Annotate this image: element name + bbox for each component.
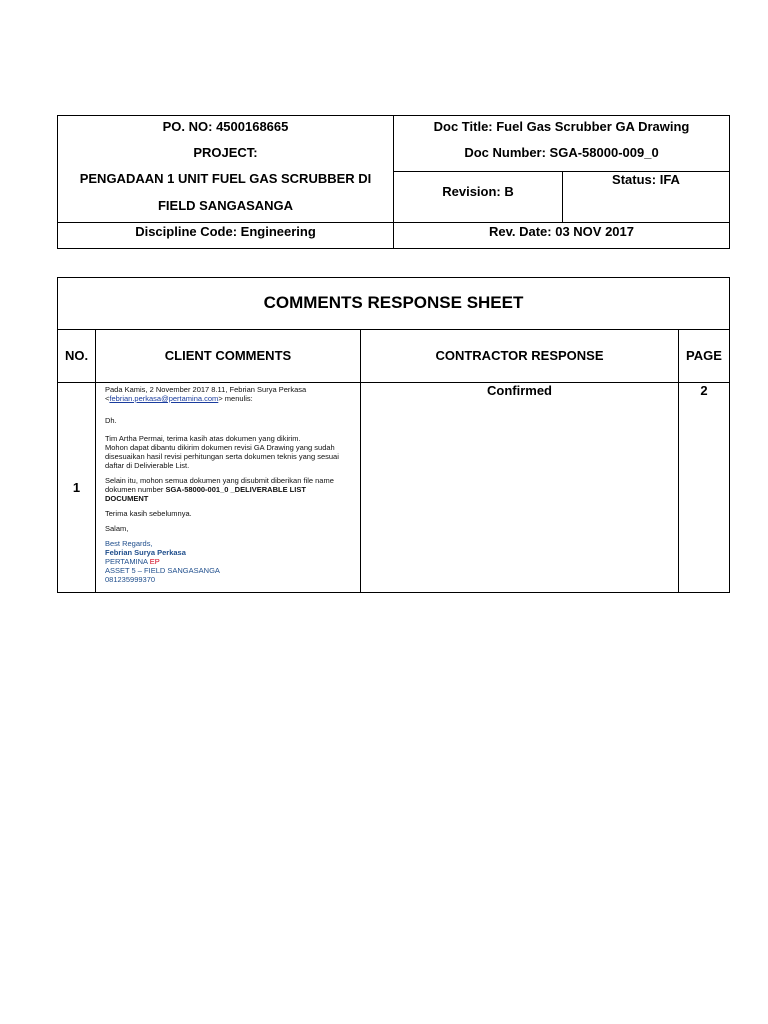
col-divider-1 [95, 329, 96, 592]
signature-company: PERTAMINA EP [105, 557, 160, 566]
contractor-response: Confirmed [487, 383, 552, 398]
column-header-no: NO. [64, 348, 89, 363]
comments-response-table [57, 277, 730, 593]
column-header-contractor-response: CONTRACTOR RESPONSE [435, 348, 604, 363]
revision: Revision: B [442, 184, 514, 199]
project-name-line2: FIELD SANGASANGA [157, 198, 294, 213]
column-header-client-comments: CLIENT COMMENTS [164, 348, 292, 363]
email-closing: Salam, [105, 524, 129, 533]
signature-name: Febrian Surya Perkasa [105, 548, 186, 557]
signature-phone: 081235999370 [105, 575, 156, 584]
signature-asset: ASSET 5 – FIELD SANGASANGA [105, 566, 220, 575]
status: Status: IFA [612, 172, 680, 187]
sender-email-link[interactable]: febrian.perkasa@pertamina.com [109, 394, 219, 403]
column-header-page: PAGE [686, 348, 722, 363]
rev-date: Rev. Date: 03 NOV 2017 [489, 224, 634, 239]
email-para2-line1: Selain itu, mohon semua dokumen yang disubmit diberikan file name [105, 476, 334, 485]
col-divider-3 [678, 329, 679, 592]
sheet-title: COMMENTS RESPONSE SHEET [263, 293, 524, 312]
email-para2-line2: dokumen number SGA-58000-001_0 _DELIVERABLE LIST [105, 485, 306, 494]
email-thanks: Terima kasih sebelumnya. [105, 509, 192, 518]
signature-regards: Best Regards, [105, 539, 153, 548]
page-number: 2 [700, 383, 708, 398]
document-header-table [57, 115, 730, 249]
email-para1-line3: disesuaikan hasil revisi perhitungan serta dokumen teknis yang sesuai [105, 452, 339, 461]
client-comment-email [105, 385, 355, 584]
email-para1-line2: Mohon dapat dibantu dikirim dokumen revisi GA Drawing yang sudah [105, 443, 335, 452]
project-label: PROJECT: [193, 145, 258, 160]
title-divider [58, 329, 729, 330]
discipline-code: Discipline Code: Engineering [135, 224, 316, 239]
col-divider-2 [360, 329, 361, 592]
doc-number: Doc Number: SGA-58000-009_0 [464, 145, 659, 160]
project-name-line1: PENGADAAN 1 UNIT FUEL GAS SCRUBBER DI [79, 171, 372, 186]
email-para1-line1: Tim Artha Permai, terima kasih atas dokumen yang dikirim. [105, 434, 301, 443]
email-intro-line2: <febrian.perkasa@pertamina.com> menulis: [105, 394, 253, 403]
email-para2-line3: DOCUMENT [105, 494, 149, 503]
email-para1-line4: daftar di Delivierable List. [105, 461, 190, 470]
header-divider-bottom [58, 222, 729, 223]
doc-title: Doc Title: Fuel Gas Scrubber GA Drawing [433, 119, 690, 134]
po-number: PO. NO: 4500168665 [162, 119, 289, 134]
row-number: 1 [72, 480, 81, 495]
email-salutation: Dh. [105, 416, 117, 425]
email-intro-line1: Pada Kamis, 2 November 2017 8.11, Febrian Surya Perkasa [105, 385, 307, 394]
